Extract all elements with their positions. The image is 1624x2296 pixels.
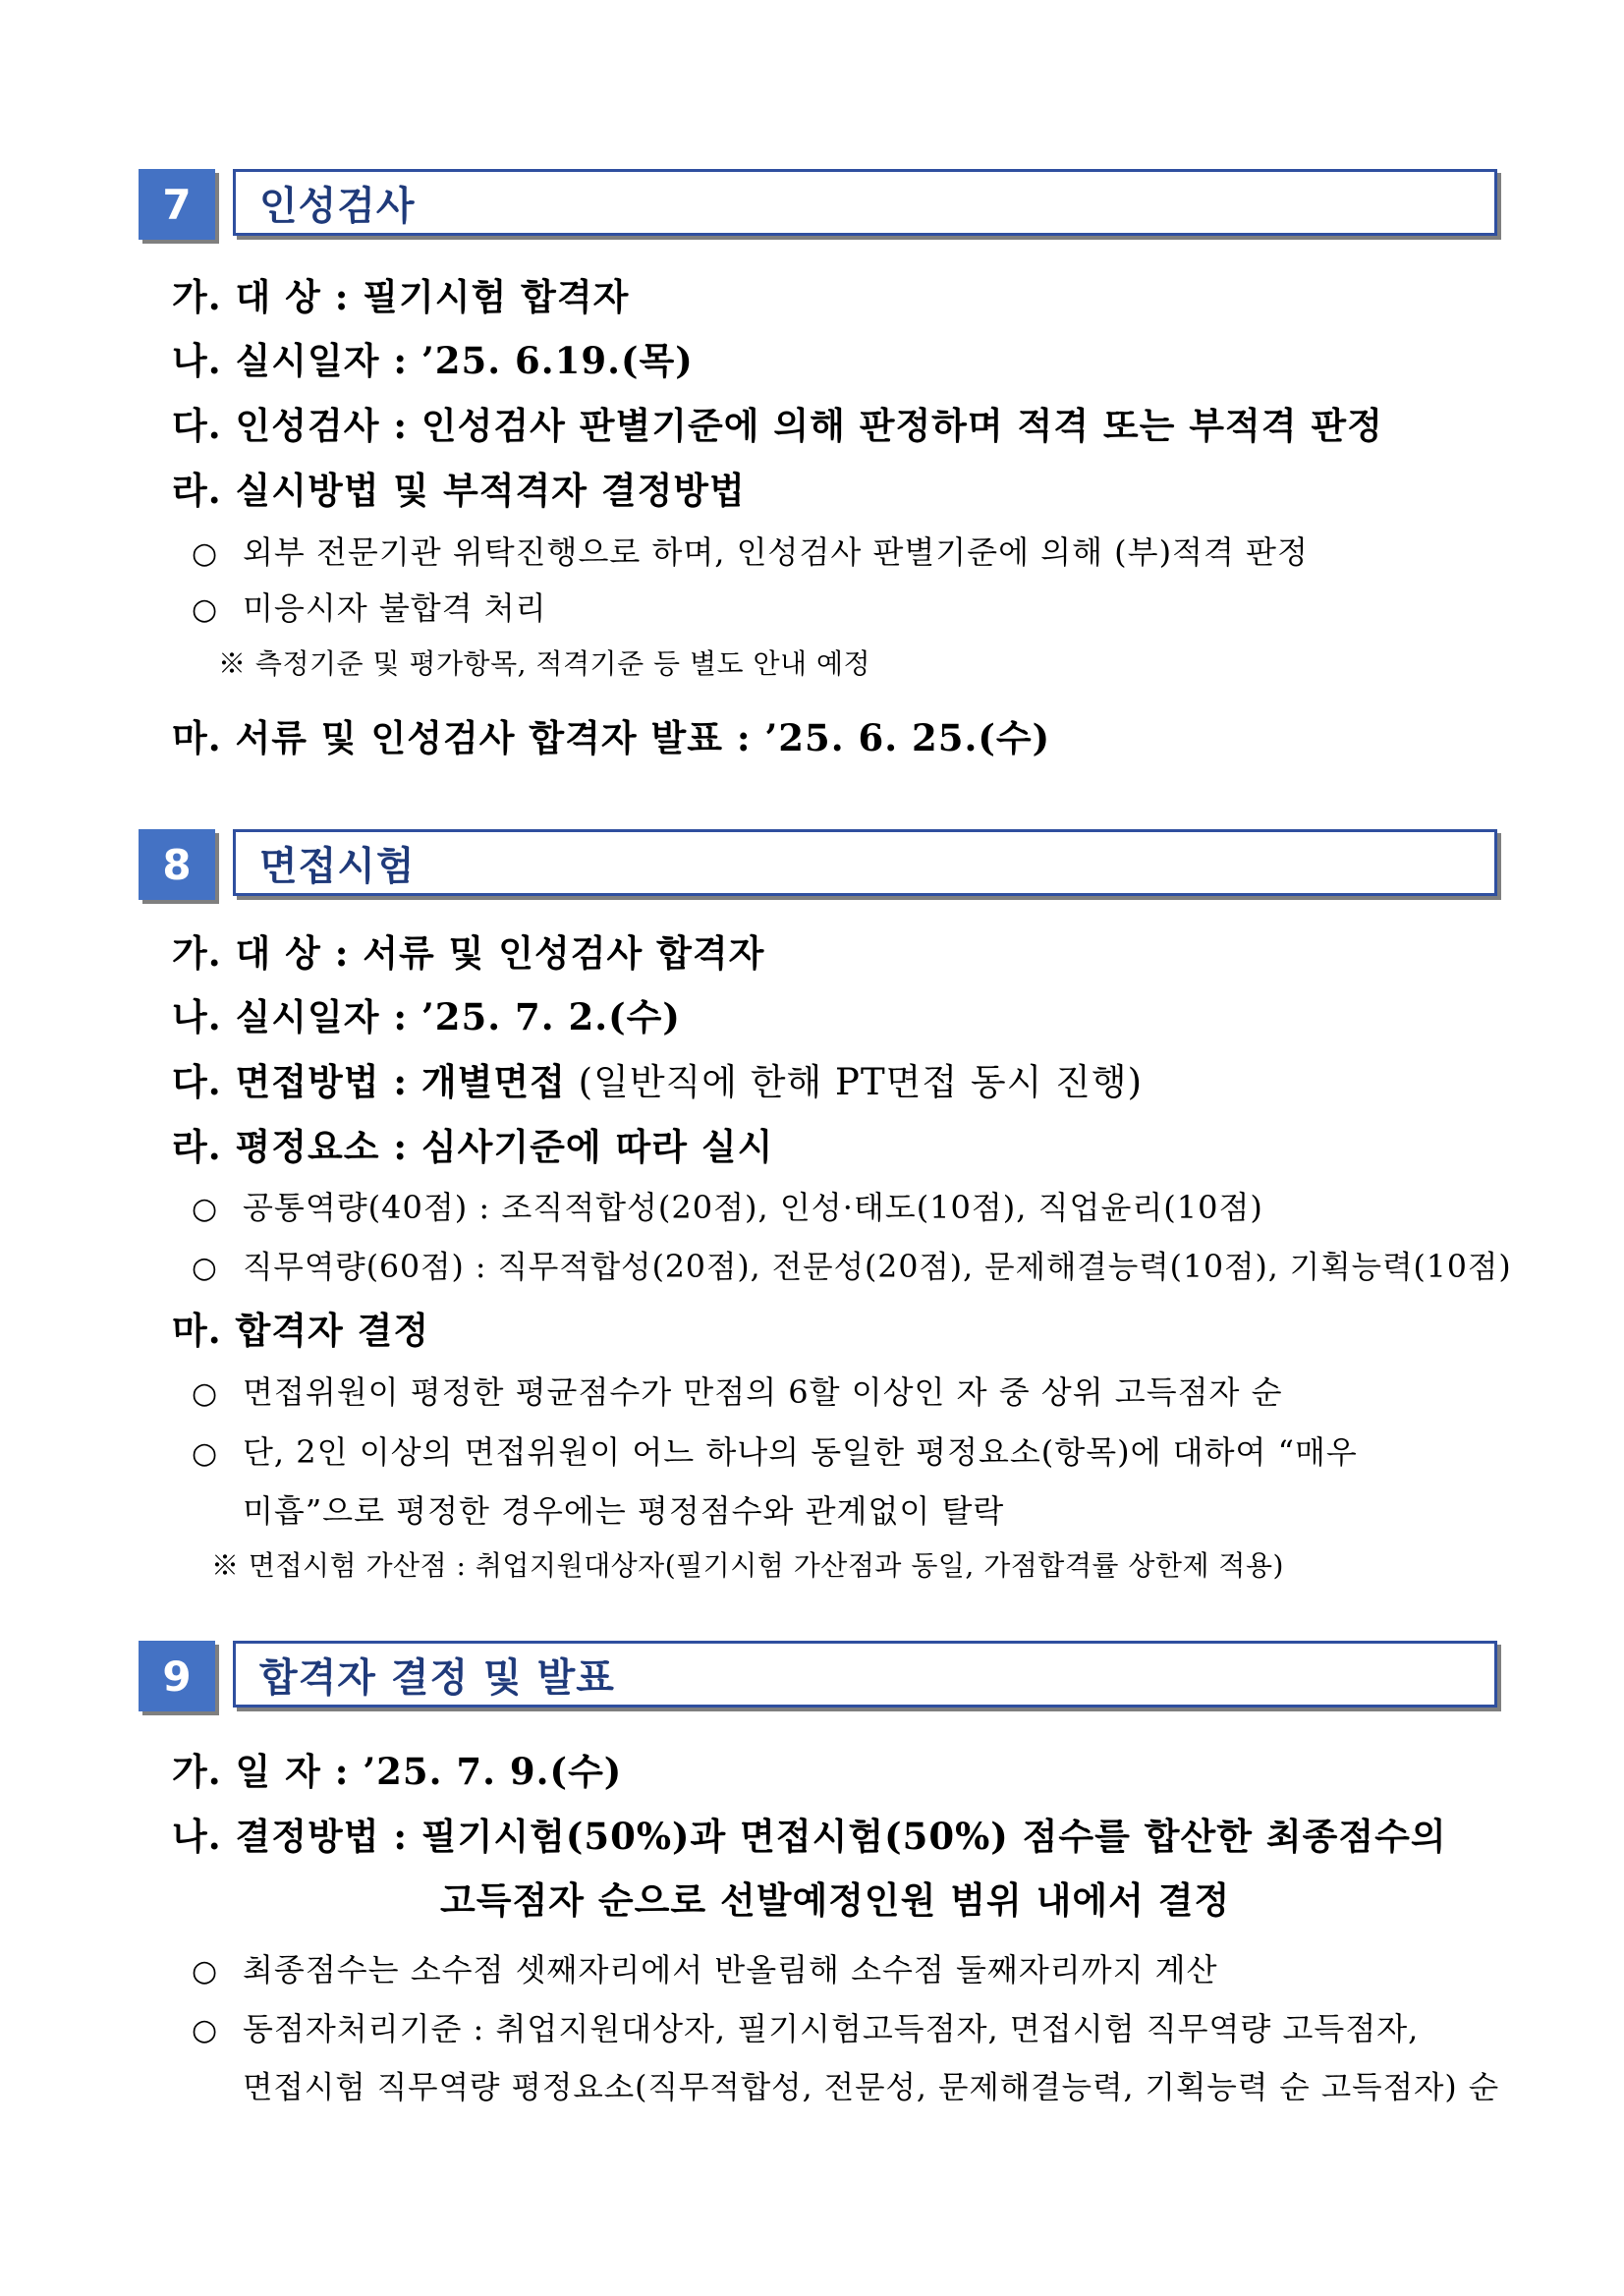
item-date: 가. 일 자 : ’25. 7. 9.(수) bbox=[172, 1750, 623, 1793]
section-number: 7 bbox=[139, 169, 215, 240]
list-item: ○ 직무역량(60점) : 직무적합성(20점), 전문성(20점), 문제해결능력(10점), 기획능력(10점) bbox=[192, 1250, 1512, 1285]
item-pass-decision: 마. 합격자 결정 bbox=[172, 1309, 430, 1352]
list-item: ○ 면접위원이 평정한 평균점수가 만점의 6할 이상인 자 중 상위 고득점자 순 bbox=[192, 1373, 1283, 1411]
section-number: 8 bbox=[139, 829, 215, 900]
bullet-icon: ○ bbox=[192, 592, 219, 627]
item-interview-method: 다. 면접방법 : 개별면접 (일반직에 한해 PT면접 동시 진행) bbox=[172, 1060, 1144, 1103]
section-8-header bbox=[139, 829, 1497, 900]
note: ※ 측정기준 및 평가항목, 적격기준 등 별도 안내 예정 bbox=[218, 647, 871, 680]
bullet-icon: ○ bbox=[192, 1192, 219, 1226]
bullet-icon: ○ bbox=[192, 2013, 219, 2047]
item-target: 가. 대 상 : 필기시험 합격자 bbox=[172, 275, 630, 318]
bullet-icon: ○ bbox=[192, 1376, 219, 1411]
list-item: ○ 동점자처리기준 : 취업지원대상자, 필기시험고득점자, 면접시험 직무역량 고득점자, bbox=[192, 2010, 1420, 2047]
item-personality-test: 다. 인성검사 : 인성검사 판별기준에 의해 판정하며 적격 또는 부적격 판정 bbox=[172, 404, 1383, 447]
section-title: 면접시험 bbox=[233, 829, 1497, 896]
list-item: ○ 외부 전문기관 위탁진행으로 하며, 인성검사 판별기준에 의해 (부)적격 판정 bbox=[192, 533, 1309, 571]
item-target: 가. 대 상 : 서류 및 인성검사 합격자 bbox=[172, 931, 765, 975]
section-9-header bbox=[139, 1641, 1497, 1711]
section-title: 합격자 결정 및 발표 bbox=[233, 1641, 1497, 1708]
section-7-header bbox=[139, 169, 1497, 240]
section-number: 9 bbox=[139, 1641, 215, 1711]
bullet-icon: ○ bbox=[192, 1251, 218, 1284]
note: ※ 면접시험 가산점 : 취업지원대상자(필기시험 가산점과 동일, 가점합격률 상한제 적용) bbox=[211, 1549, 1284, 1582]
list-item: ○ 단, 2인 이상의 면접위원이 어느 하나의 동일한 평정요소(항목)에 대하여 “매우 bbox=[192, 1433, 1358, 1471]
bullet-icon: ○ bbox=[192, 536, 219, 571]
item-decision-method: 나. 결정방법 : 필기시험(50%)과 면접시험(50%) 점수를 합산한 최종점수의 bbox=[172, 1815, 1447, 1858]
list-item-continuation: 면접시험 직무역량 평정요소(직무적합성, 전문성, 문제해결능력, 기획능력 순 고득점자) 순 bbox=[243, 2070, 1500, 2105]
section-title: 인성검사 bbox=[233, 169, 1497, 236]
item-date: 나. 실시일자 : ’25. 6.19.(목) bbox=[172, 339, 694, 382]
item-evaluation-factors: 라. 평정요소 : 심사기준에 따라 실시 bbox=[172, 1125, 774, 1168]
list-item: ○ 공통역량(40점) : 조직적합성(20점), 인성·태도(10점), 직업윤리(10점) bbox=[192, 1189, 1263, 1226]
bullet-icon: ○ bbox=[192, 1954, 219, 1988]
item-decision-method-continuation: 고득점자 순으로 선발예정인원 범위 내에서 결정 bbox=[440, 1878, 1231, 1922]
item-method: 라. 실시방법 및 부적격자 결정방법 bbox=[172, 469, 746, 512]
list-item-continuation: 미흡”으로 평정한 경우에는 평정점수와 관계없이 탈락 bbox=[243, 1492, 1005, 1530]
item-announcement: 마. 서류 및 인성검사 합격자 발표 : ’25. 6. 25.(수) bbox=[172, 716, 1051, 759]
bullet-icon: ○ bbox=[192, 1436, 219, 1471]
list-item: ○ 미응시자 불합격 처리 bbox=[192, 589, 547, 627]
list-item: ○ 최종점수는 소수점 셋째자리에서 반올림해 소수점 둘째자리까지 계산 bbox=[192, 1951, 1218, 1988]
item-date: 나. 실시일자 : ’25. 7. 2.(수) bbox=[172, 995, 681, 1038]
